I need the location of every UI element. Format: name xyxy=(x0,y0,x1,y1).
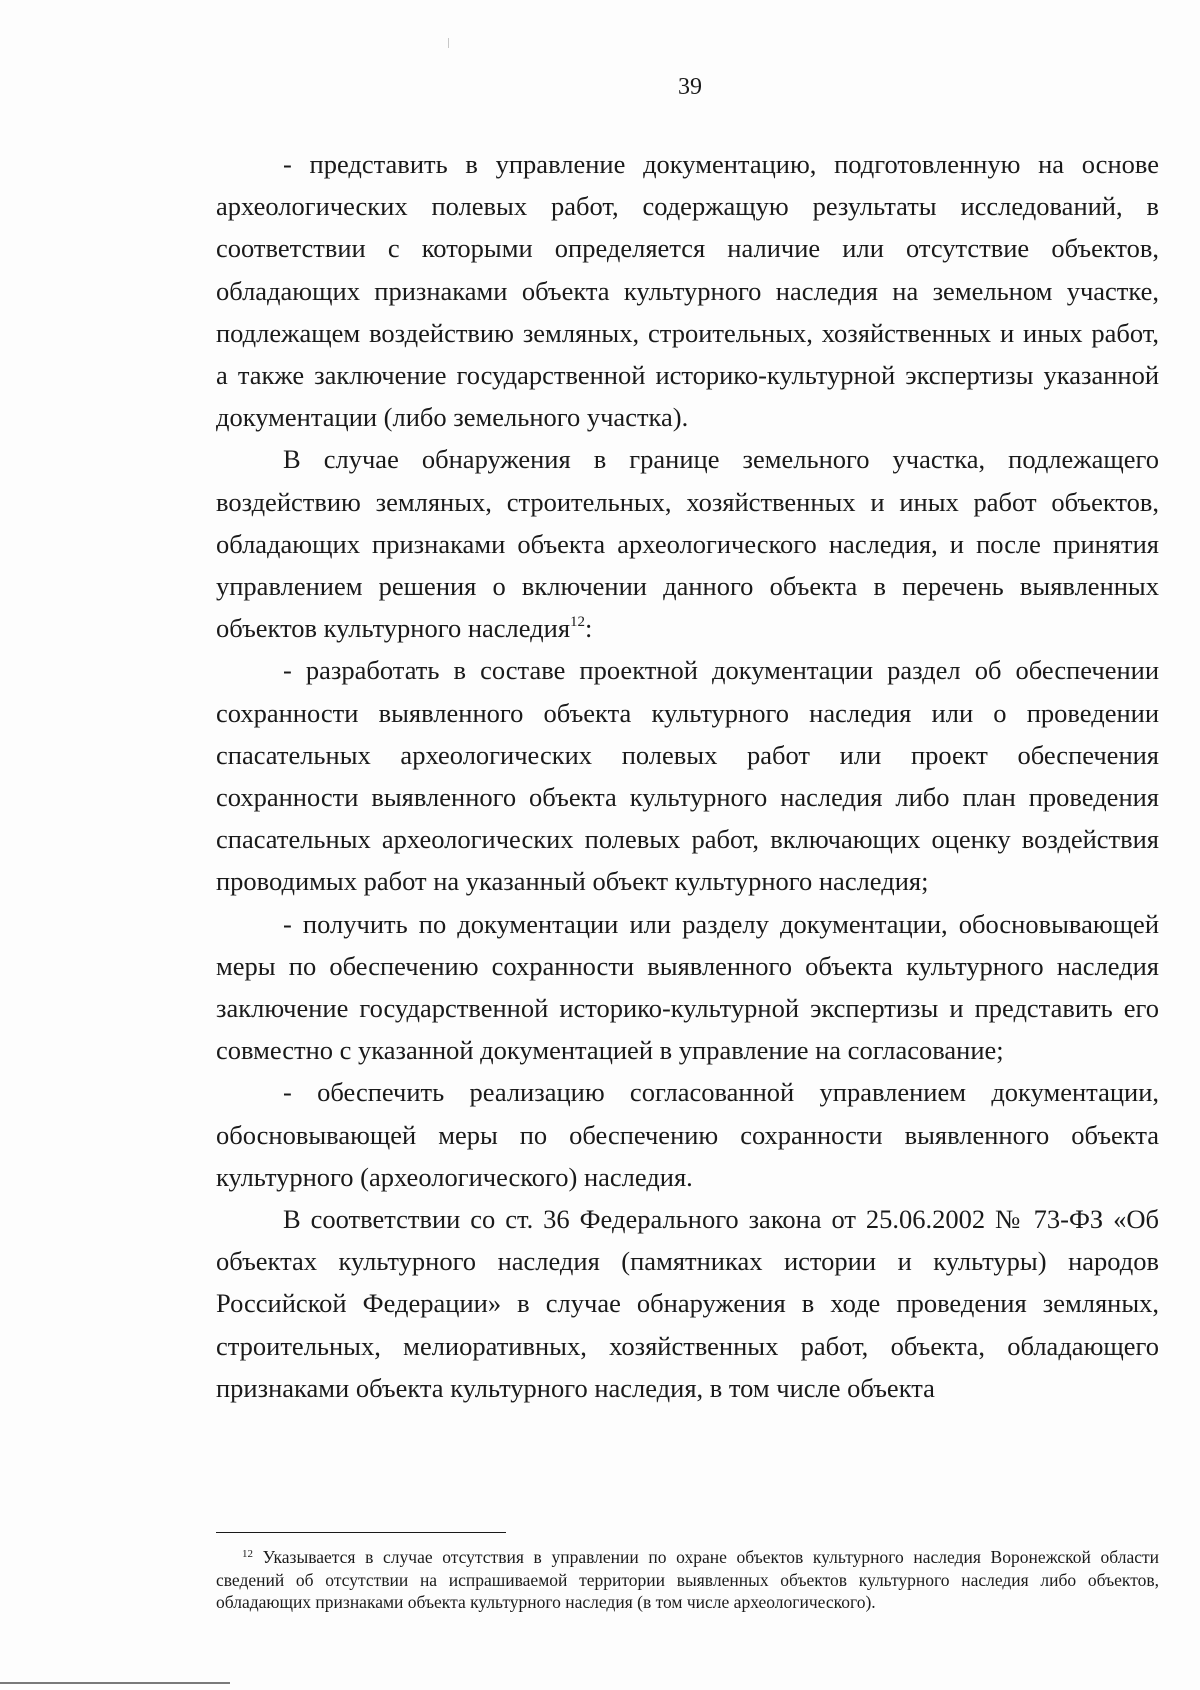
paragraph xyxy=(216,438,1159,649)
paragraph: В соответствии со ст. 36 Федерального закона от 25.06.2002 № 73-ФЗ «Об объектах культурного наследия (памятниках истории и культуры) народов Российской Федерации» в случае обнаружения в ходе проведения земляных, строительных, мелиоративных, хозяйственных работ, объекта, обладающего признаками объекта культурного наследия, в том числе объекта xyxy=(216,1204,1159,1403)
paragraph: - обеспечить реализацию согласованной управлением документации, обосновывающей меры по обеспечению сохранности выявленного объекта культурного (археологического) наследия. xyxy=(216,1077,1159,1192)
scan-artifact xyxy=(0,1682,230,1684)
footnote-ref-suffix: : xyxy=(585,613,593,644)
page-number: 39 xyxy=(678,74,702,100)
footnote-marker: 12 xyxy=(242,1548,253,1560)
footnote-reference: 12 xyxy=(570,614,586,631)
paragraph: - разработать в составе проектной документации раздел об обеспечении сохранности выявленного объекта культурного наследия или о проведении спасательных археологических полевых работ или проект обеспечения сохранности выявленного объекта культурного наследия либо план проведения спасательных археологических полевых работ, включающих оценку воздействия проводимых работ на указанный объект культурного наследия; xyxy=(216,655,1159,897)
paragraph: - представить в управление документацию, подготовленную на основе археологических полевых работ, содержащую результаты исследований, в соответствии с которыми определяется наличие или отсутствие объектов, обладающих признаками объекта культурного наследия на земельном участке, подлежащем воздействию земляных, строительных, хозяйственных и иных работ, а также заключение государственной историко-культурной экспертизы указанной документации (либо земельного участка). xyxy=(216,149,1159,433)
body-text xyxy=(216,143,1159,1409)
scan-artifact xyxy=(448,38,449,48)
footnote xyxy=(216,1546,1159,1614)
paragraph: - получить по документации или разделу документации, обосновывающей меры по обеспечению сохранности выявленного объекта культурного наследия заключение государственной историко-культурной экспертизы и представить его совместно с указанной документацией в управление на согласование; xyxy=(216,908,1159,1066)
footnote-text: Указывается в случае отсутствия в управлении по охране объектов культурного наследия Воронежской области сведений об отсутствии на испрашиваемой территории выявленных объектов культурного наследия либо объектов, обладающих признаками объекта культурного наследия (в том числе археологического). xyxy=(216,1547,1160,1612)
paragraph-text: В случае обнаружения в границе земельного участка, подлежащего воздействию земляных, строительных, хозяйственных и иных работ объектов, обладающих признаками объекта археологического наследия, и после принятия управлением решения о включении данного объекта в перечень выявленных объектов культурного наследия xyxy=(216,444,1159,644)
footnote-separator xyxy=(216,1532,506,1533)
